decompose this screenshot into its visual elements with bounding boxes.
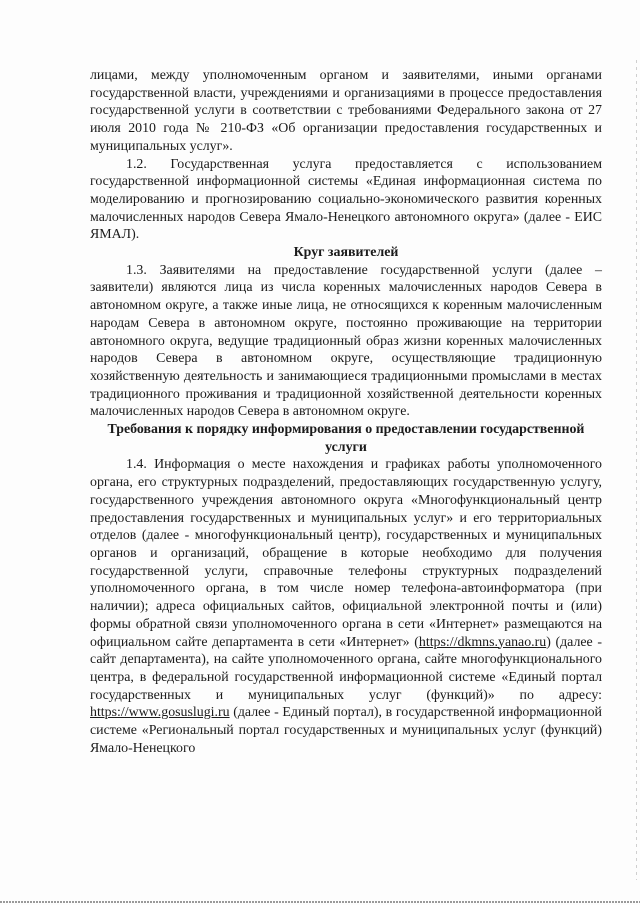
paragraph-1-4-text-a: 1.4. Информация о месте нахождения и графиках работы уполномоченного органа, его структурных подразделений, предоставляющих государственную услугу, государственного учреждения автономного округа «Многофункциональный центр предоставления государственных и муниципальных услуг» и его территориальных отделов (далее - многофункциональный центр), государственных и муниципальных органов и организаций, обращение в которые необходимо для получения государственной услуги, справочные телефоны структурных подразделений уполномоченного органа, в том числе номер телефона-автоинформатора (при наличии); адреса официальных сайтов, официальной электронной почты и (или) формы обратной связи уполномоченного органа в сети «Интернет» размещаются на официальном сайте департамента в сети «Интернет» ( [90, 457, 602, 650]
paragraph-1-4-text-c: (далее - Единый портал), в государственной информационной системе «Региональный портал государственных и муниципальных услуг (функций) Ямало-Ненецкого [90, 705, 602, 756]
paragraph-1-4-text-b: ) (далее - сайт департамента), на сайте уполномоченного органа, сайте многофункционального центра, в федеральной государственной информационной системе «Единый портал государственных и муниципальных услуг (функций)» по адресу: [90, 634, 602, 703]
department-site-link[interactable]: https://dkmns.yanao.ru [418, 634, 547, 650]
paragraph-continued: лицами, между уполномоченным органом и заявителями, иными органами государственной власти, учреждениями и организациями в процессе предоставления государственной услуги в соответствии с требованиями Федерального закона от 27 июля 2010 года № 210-ФЗ «Об организации предоставления государственных и муниципальных услуг». [90, 68, 602, 154]
section-heading-applicants: Круг заявителей [293, 245, 399, 261]
gosuslugi-link[interactable]: https://www.gosuslugi.ru [90, 705, 230, 721]
section-heading-informing-requirements: Требования к порядку информирования о предоставлении государственной услуги [107, 422, 585, 455]
scan-edge-bottom [0, 901, 640, 903]
paragraph-1-3: 1.3. Заявителями на предоставление государственной услуги (далее – заявители) являются лица из числа коренных малочисленных народов Севера в автономном округе, а также иные лица, не относящихся к коренным малочисленным народам Севера в автономном округе, постоянно проживающие на территории автономного округа, ведущие традиционный образ жизни коренных малочисленных народов Севера в автономном округе, осуществляющие традиционную хозяйственную деятельность и занимающиеся традиционными промыслами в местах традиционного проживания и традиционной хозяйственной деятельности коренных малочисленных народов Севера в автономном округе. [90, 262, 602, 420]
document-body [90, 67, 602, 757]
paragraph-1-2: 1.2. Государственная услуга предоставляется с использованием государственной информационной системы «Единая информационная система по моделированию и прогнозированию социально-экономического развития коренных малочисленных народов Севера Ямало-Ненецкого автономного округа» (далее - ЕИС ЯМАЛ). [90, 156, 602, 243]
paragraph-1-4 [90, 456, 602, 757]
scan-edge-right [636, 60, 637, 880]
